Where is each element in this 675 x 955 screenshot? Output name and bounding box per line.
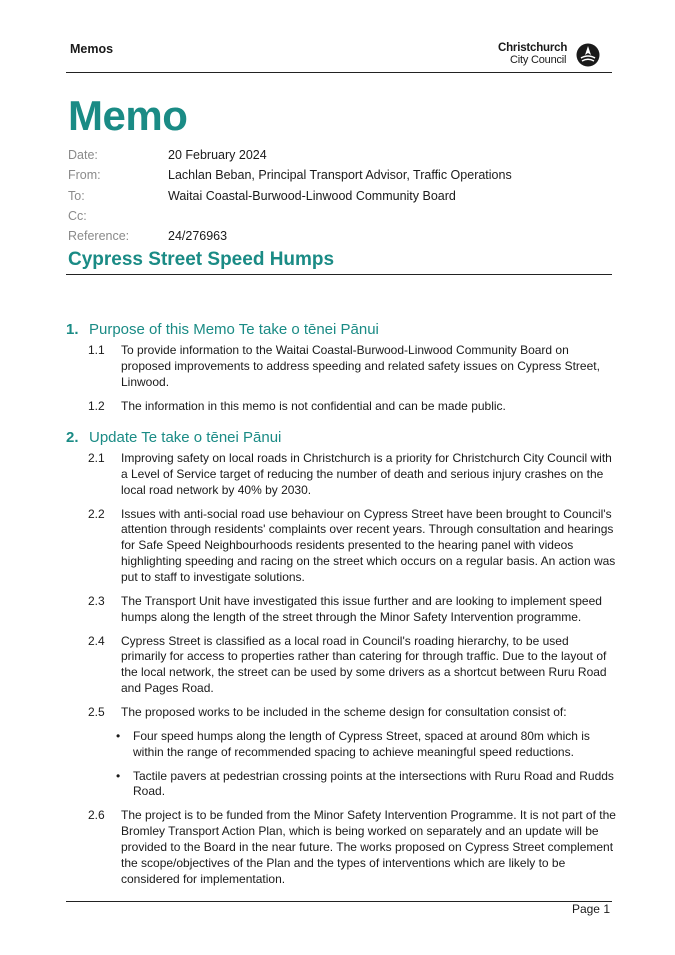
paragraph [66, 808, 616, 887]
footer-divider [66, 901, 612, 902]
section-heading [66, 321, 616, 343]
council-emblem-icon [576, 43, 600, 67]
meta-value: 24/276963 [168, 229, 228, 244]
bullet-item [66, 769, 616, 801]
paragraph-number: 2.5 [88, 704, 105, 719]
paragraph [66, 634, 616, 697]
paragraph [66, 399, 616, 415]
paragraph-text: The proposed works to be included in the scheme design for consultation consist of: [121, 704, 567, 719]
paragraph-number: 1.2 [88, 398, 105, 413]
section-number: 2. [66, 429, 79, 446]
section-number: 1. [66, 321, 79, 338]
paragraph [66, 451, 616, 498]
paragraph-text: The information in this memo is not confidential and can be made public. [121, 398, 506, 413]
section-title: Purpose of this Memo Te take o tēnei Pānui [89, 321, 379, 338]
paragraph-number: 2.4 [88, 633, 105, 648]
section-title: Update Te take o tēnei Pānui [89, 429, 282, 446]
bullet-text: Tactile pavers at pedestrian crossing points at the intersections with Ruru Road and Rudds Road. [133, 768, 614, 799]
paragraph-number: 2.3 [88, 593, 105, 608]
section-heading [66, 429, 616, 451]
section-purpose [66, 321, 616, 423]
logo-line-1: Christchurch [498, 42, 568, 54]
meta-key: Reference: [68, 229, 130, 244]
paragraph-text: Issues with anti-social road use behaviour on Cypress Street have been brought to Council's attention through residents' complaints over recent years. Through consultation and hearings for Safe Speed Neighbourhoods residents presented to the hearing panel with videos highlighting speeding and racing on the street which occurs on a regular basis. An action was put to staff to investigate solutions. [121, 506, 616, 584]
page-number: Page 1 [571, 902, 610, 916]
memo-subject: Cypress Street Speed Humps [68, 249, 335, 270]
meta-key: Date: [68, 148, 98, 162]
council-logo [498, 42, 606, 68]
paragraph-text: The Transport Unit have investigated this issue further and are looking to implement speed humps along the length of the street through the Minor Safety Intervention programme. [121, 593, 602, 624]
meta-value: Waitai Coastal-Burwood-Linwood Community Board [168, 188, 456, 203]
paragraph-number: 2.2 [88, 506, 105, 521]
header-divider [66, 72, 612, 73]
paragraph-number: 2.6 [88, 808, 105, 823]
paragraph-text: Improving safety on local roads in Christchurch is a priority for Christchurch City Council with a Level of Service target of reducing the number of death and serious injury crashes on the local road network by 40% by 2030. [121, 451, 612, 497]
logo-line-2: City Council [510, 54, 567, 66]
bullet-dot: • [116, 728, 121, 743]
paragraph [66, 594, 616, 626]
paragraph-text: Cypress Street is classified as a local road in Council's roading hierarchy, to be used primarily for access to properties rather than catering for through traffic. Due to the layout of the local network, the street can be used by some drivers as a shortcut between Ruru Road and Pages Road. [121, 633, 607, 695]
meta-value: 20 February 2024 [168, 148, 267, 162]
paragraph [66, 705, 616, 721]
header-label: Memos [70, 42, 114, 56]
bullet-item [66, 729, 616, 761]
paragraph [66, 343, 616, 390]
paragraph-number: 2.1 [88, 451, 105, 465]
paragraph-text: To provide information to the Waitai Coastal-Burwood-Linwood Community Board on proposed improvements to address speeding and related safety issues on Cypress Street, Linwood. [121, 343, 600, 389]
bullet-text: Four speed humps along the length of Cypress Street, spaced at around 80m which is within the range of recommended spacing to achieve meaningful speed reductions. [133, 728, 590, 759]
meta-value: Lachlan Beban, Principal Transport Advisor, Traffic Operations [168, 168, 512, 183]
subject-divider [66, 274, 612, 275]
meta-key: Cc: [68, 208, 87, 223]
meta-key: From: [68, 168, 101, 183]
bullet-dot: • [116, 768, 121, 783]
meta-key: To: [68, 188, 85, 203]
paragraph [66, 507, 616, 586]
paragraph-number: 1.1 [88, 343, 105, 357]
paragraph-text: The project is to be funded from the Minor Safety Intervention Programme. It is not part of the Bromley Transport Action Plan, which is being worked on separately and an update will be provided to the Board in the near future. The works proposed on Cypress Street complement the scope/objectives of the Plan and the types of interventions which are likely to be considered for implementation. [121, 808, 616, 886]
section-update [66, 429, 616, 896]
page-title: Memo [68, 92, 188, 139]
